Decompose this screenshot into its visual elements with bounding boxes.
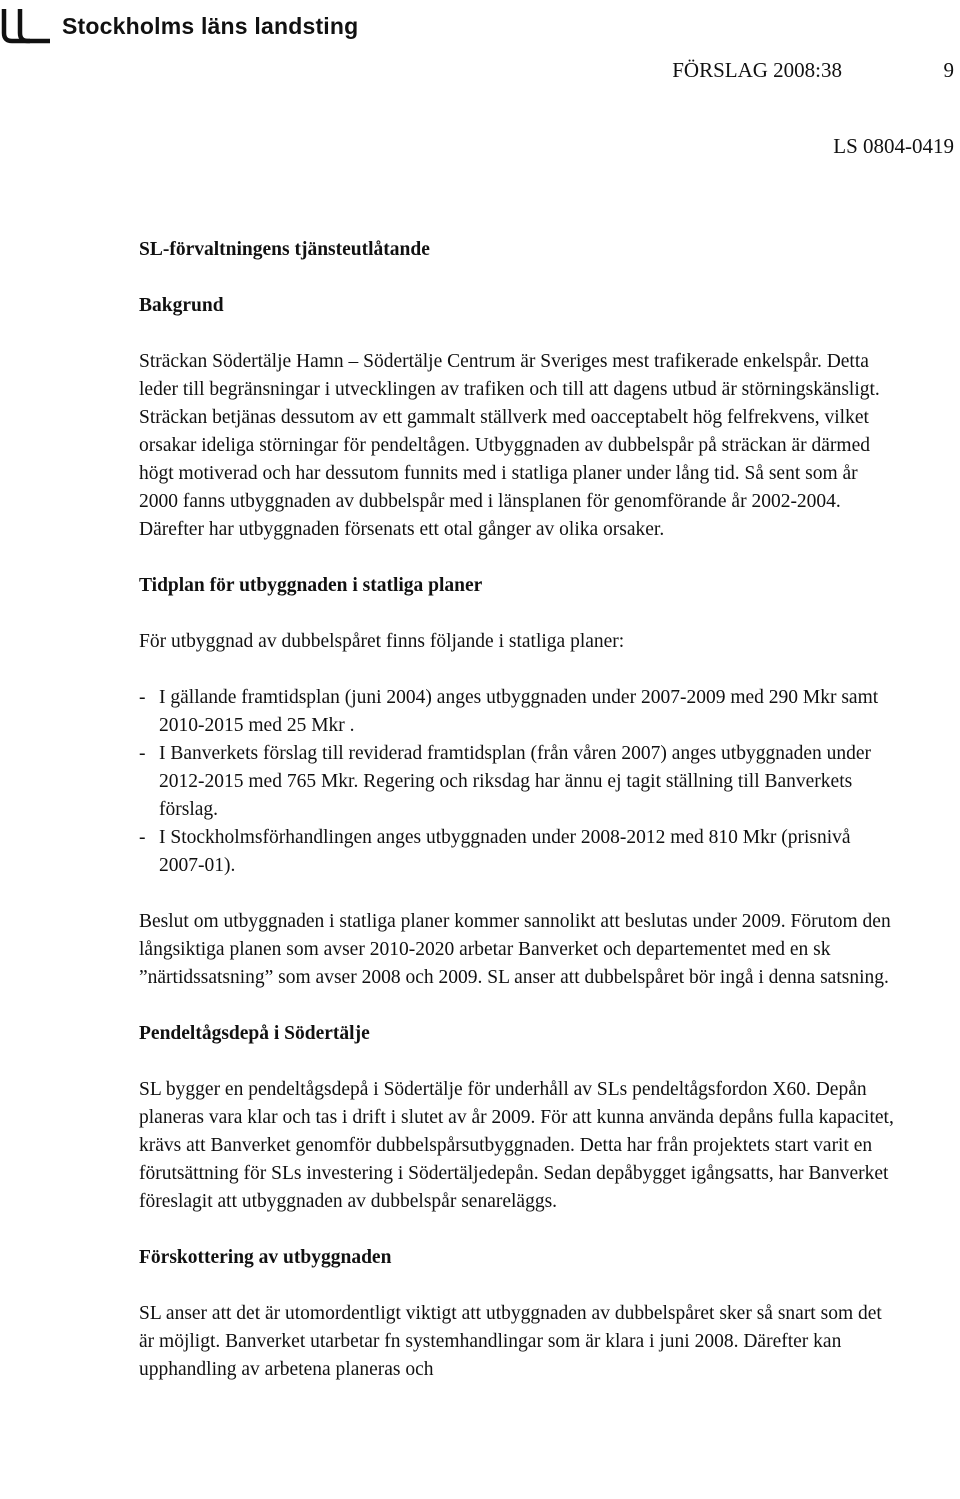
sll-logo-icon: [0, 7, 54, 45]
section-heading-tidplan: Tidplan för utbyggnaden i statliga planer: [139, 575, 483, 596]
list-item: - I Banverkets förslag till reviderad framtidsplan (från våren 2007) anges utbyggnaden under 2012-2015 med 765 Mkr. Regering och riksdag har ännu ej tagit ställning till Banverkets förslag.: [139, 740, 899, 824]
section-heading-forskottering: Förskottering av utbyggnaden: [139, 1247, 392, 1268]
paragraph-bakgrund: Sträckan Södertälje Hamn – Södertälje Centrum är Sveriges mest trafikerade enkelspår. Detta leder till begränsningar i utvecklingen av trafiken och till att dagens utbud är störningskänsligt. Sträckan betjänas dessutom av ett gammalt ställverk med oacceptabelt hög felfrekvens, vilket orsakar ideliga störningar för pendeltågen. Utbyggnaden av dubbelspår på sträckan är därmed högt motiverad och har dessutom funnits med i statliga planer under lång tid. Så sent som år 2000 fanns utbyggnaden av dubbelspår med i länsplanen för genomförande år 2002-2004. Därefter har utbyggnaden försenats ett otal gånger av olika orsaker.: [139, 351, 880, 540]
page-number: 9: [943, 58, 954, 82]
paragraph-tidplan-closing: Beslut om utbyggnaden i statliga planer kommer sannolikt att beslutas under 2009. Förutom den långsiktiga planen som avser 2010-2020 arbetar Banverket och departementet med en sk ”närtidssatsning” som avser 2008 och 2009. SL anser att dubbelspåret bör ingå i denna satsning.: [139, 911, 891, 988]
paragraph-forskottering: SL anser att det är utomordentligt viktigt att utbyggnaden av dubbelspåret sker så snart som det är möjligt. Banverket utarbetar fn systemhandlingar som är klara i juni 2008. Därefter kan upphandling av arbetena planeras och: [139, 1303, 882, 1380]
paragraph-depa: SL bygger en pendeltågsdepå i Södertälje för underhåll av SLs pendeltågsfordon X60. Depån planeras vara klar och tas i drift i slutet av år 2009. För att kunna använda depåns fulla kapacitet, krävs att Banverket genomför dubbelspårsutbyggnaden. Detta har från projektets start varit en förutsättning för SLs investering i Södertäljedepån. Sedan depåbygget igångsatts, har Banverket föreslagit att utbyggnaden av dubbelspår senareläggs.: [139, 1079, 894, 1212]
list-item: - I Stockholmsförhandlingen anges utbyggnaden under 2008-2012 med 810 Mkr (prisnivå 2007-01).: [139, 824, 899, 880]
org-logo: [0, 6, 358, 46]
section-heading-depa: Pendeltågsdepå i Södertälje: [139, 1023, 370, 1044]
main-title: SL-förvaltningens tjänsteutlåtande: [139, 239, 430, 260]
tidplan-list: [139, 684, 899, 880]
document-title: FÖRSLAG 2008:38: [672, 58, 842, 82]
org-name: Stockholms läns landsting: [62, 12, 359, 39]
list-item: - I gällande framtidsplan (juni 2004) anges utbyggnaden under 2007-2009 med 290 Mkr samt 2010-2015 med 25 Mkr .: [139, 684, 899, 740]
section-heading-bakgrund: Bakgrund: [139, 295, 224, 316]
case-number: LS 0804-0419: [833, 134, 954, 158]
document-body: [139, 236, 899, 1384]
paragraph-tidplan-intro: För utbyggnad av dubbelspåret finns följande i statliga planer:: [139, 631, 625, 652]
